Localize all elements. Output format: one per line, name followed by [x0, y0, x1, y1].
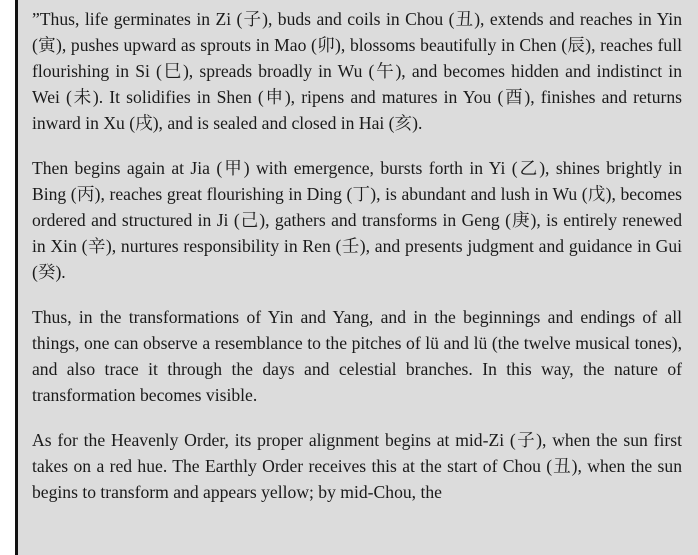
document-page	[15, 0, 698, 555]
paragraph-branches: ”Thus, life germinates in Zi (子), buds and coils in Chou (丑), extends and reaches in Yin (寅), pushes upward as sprouts in Mao (卯), blossoms beautifully in Chen (辰), reaches full flourishing in Si (巳), spreads broadly in Wu (午), and becomes hidden and indistinct in Wei (未). It solidifies in Shen (申), ripens and matures in You (酉), finishes and returns inward in Xu (戌), and is sealed and closed in Hai (亥).	[32, 9, 682, 133]
paragraph-heavenly-order: As for the Heavenly Order, its proper alignment begins at mid-Zi (子), when the sun first takes on a red hue. The Earthly Order receives this at the start of Chou (丑), when the sun begins to transform and appears yellow; by mid-Chou, the	[32, 430, 682, 502]
paragraph-stems: Then begins again at Jia (甲) with emergence, bursts forth in Yi (乙), shines brightly in Bing (丙), reaches great flourishing in Ding (丁), is abundant and lush in Wu (戊), becomes ordered and structured in Ji (己), gathers and transforms in Geng (庚), is entirely renewed in Xin (辛), nurtures responsibility in Ren (壬), and presents judgment and guidance in Gui (癸).	[32, 158, 682, 282]
paragraph-yin-yang: Thus, in the transformations of Yin and Yang, and in the beginnings and endings of all things, one can observe a resemblance to the pitches of lü and lü (the twelve musical tones), and also trace it through the days and celestial branches. In this way, the nature of transformation becomes visible.	[32, 307, 682, 405]
